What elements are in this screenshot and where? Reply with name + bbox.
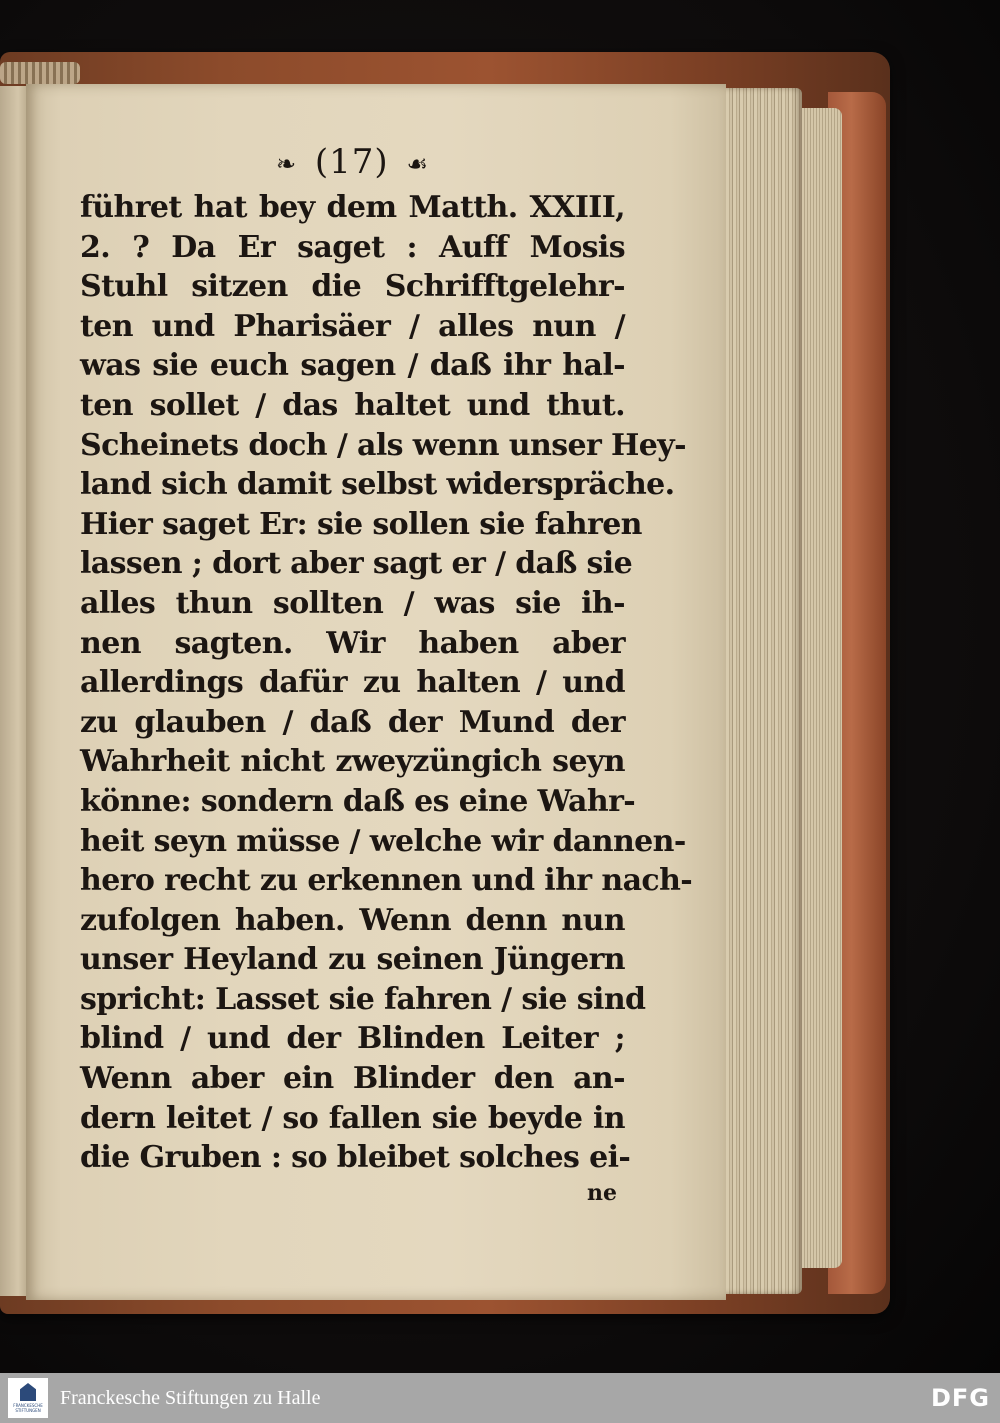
text-line: könne: sondern daß es eine Wahr- bbox=[80, 783, 636, 819]
page-stack-inner bbox=[796, 108, 842, 1268]
spine-band bbox=[0, 62, 80, 84]
text-line: Wenn aber ein Blinder den an- bbox=[80, 1061, 625, 1097]
institution-name[interactable]: Franckesche Stiftungen zu Halle bbox=[60, 1386, 321, 1409]
dfg-logo[interactable]: DFG bbox=[930, 1384, 990, 1412]
institution-logo[interactable] bbox=[8, 1378, 48, 1418]
page-text-block bbox=[80, 140, 693, 1208]
text-line: was sie euch sagen / daß ihr hal- bbox=[80, 348, 625, 384]
ornament-right-icon: ☙ bbox=[406, 150, 430, 178]
catchword: ne bbox=[587, 1179, 617, 1206]
text-line: heit seyn müsse / welche wir dannen- bbox=[80, 823, 686, 859]
footer-bar bbox=[0, 1373, 1000, 1423]
text-line: land sich damit selbst widerspräche. bbox=[80, 467, 675, 503]
text-line: ten sollet / das haltet und thut. bbox=[80, 387, 625, 423]
left-page-edge bbox=[0, 86, 26, 1296]
text-line: ten und Pharisäer / alles nun / bbox=[80, 308, 625, 344]
ornament-left-icon: ❧ bbox=[275, 150, 298, 178]
text-line: nen sagten. Wir haben aber bbox=[80, 625, 625, 661]
text-line: hero recht zu erkennen und ihr nach- bbox=[80, 863, 693, 899]
building-icon bbox=[20, 1383, 36, 1401]
text-line: unser Heyland zu seinen Jüngern bbox=[80, 942, 625, 978]
text-line: blind / und der Blinden Leiter ; bbox=[80, 1021, 625, 1057]
text-line: lassen ; dort aber sagt er / daß sie bbox=[80, 546, 633, 582]
text-line: allerdings dafür zu halten / und bbox=[80, 665, 625, 701]
text-line: zu glauben / daß der Mund der bbox=[80, 704, 625, 740]
text-line: die Gruben : so bleibet solches ei- bbox=[80, 1140, 631, 1176]
text-line: Scheinets doch / als wenn unser Hey- bbox=[80, 427, 686, 463]
text-line: alles thun sollten / was sie ih- bbox=[80, 585, 625, 621]
logo-text: FRANCKESCHE STIFTUNGEN bbox=[13, 1403, 43, 1413]
text-line: Wahrheit nicht zweyzüngich seyn bbox=[80, 744, 625, 780]
page-header bbox=[80, 140, 625, 184]
text-line: führet hat bey dem Matth. XXIII, bbox=[80, 190, 625, 225]
text-line: zufolgen haben. Wenn denn nun bbox=[80, 902, 625, 938]
text-line: Hier saget Er: sie sollen sie fahren bbox=[80, 506, 642, 542]
text-line: 2. ? Da Er saget : Auff Mosis bbox=[80, 229, 625, 265]
page-number: (17) bbox=[314, 142, 389, 182]
text-line: dern leitet / so fallen sie beyde in bbox=[80, 1100, 625, 1136]
text-line: Stuhl sitzen die Schrifftgelehr- bbox=[80, 269, 625, 305]
text-line: spricht: Lasset sie fahren / sie sind bbox=[80, 981, 646, 1017]
